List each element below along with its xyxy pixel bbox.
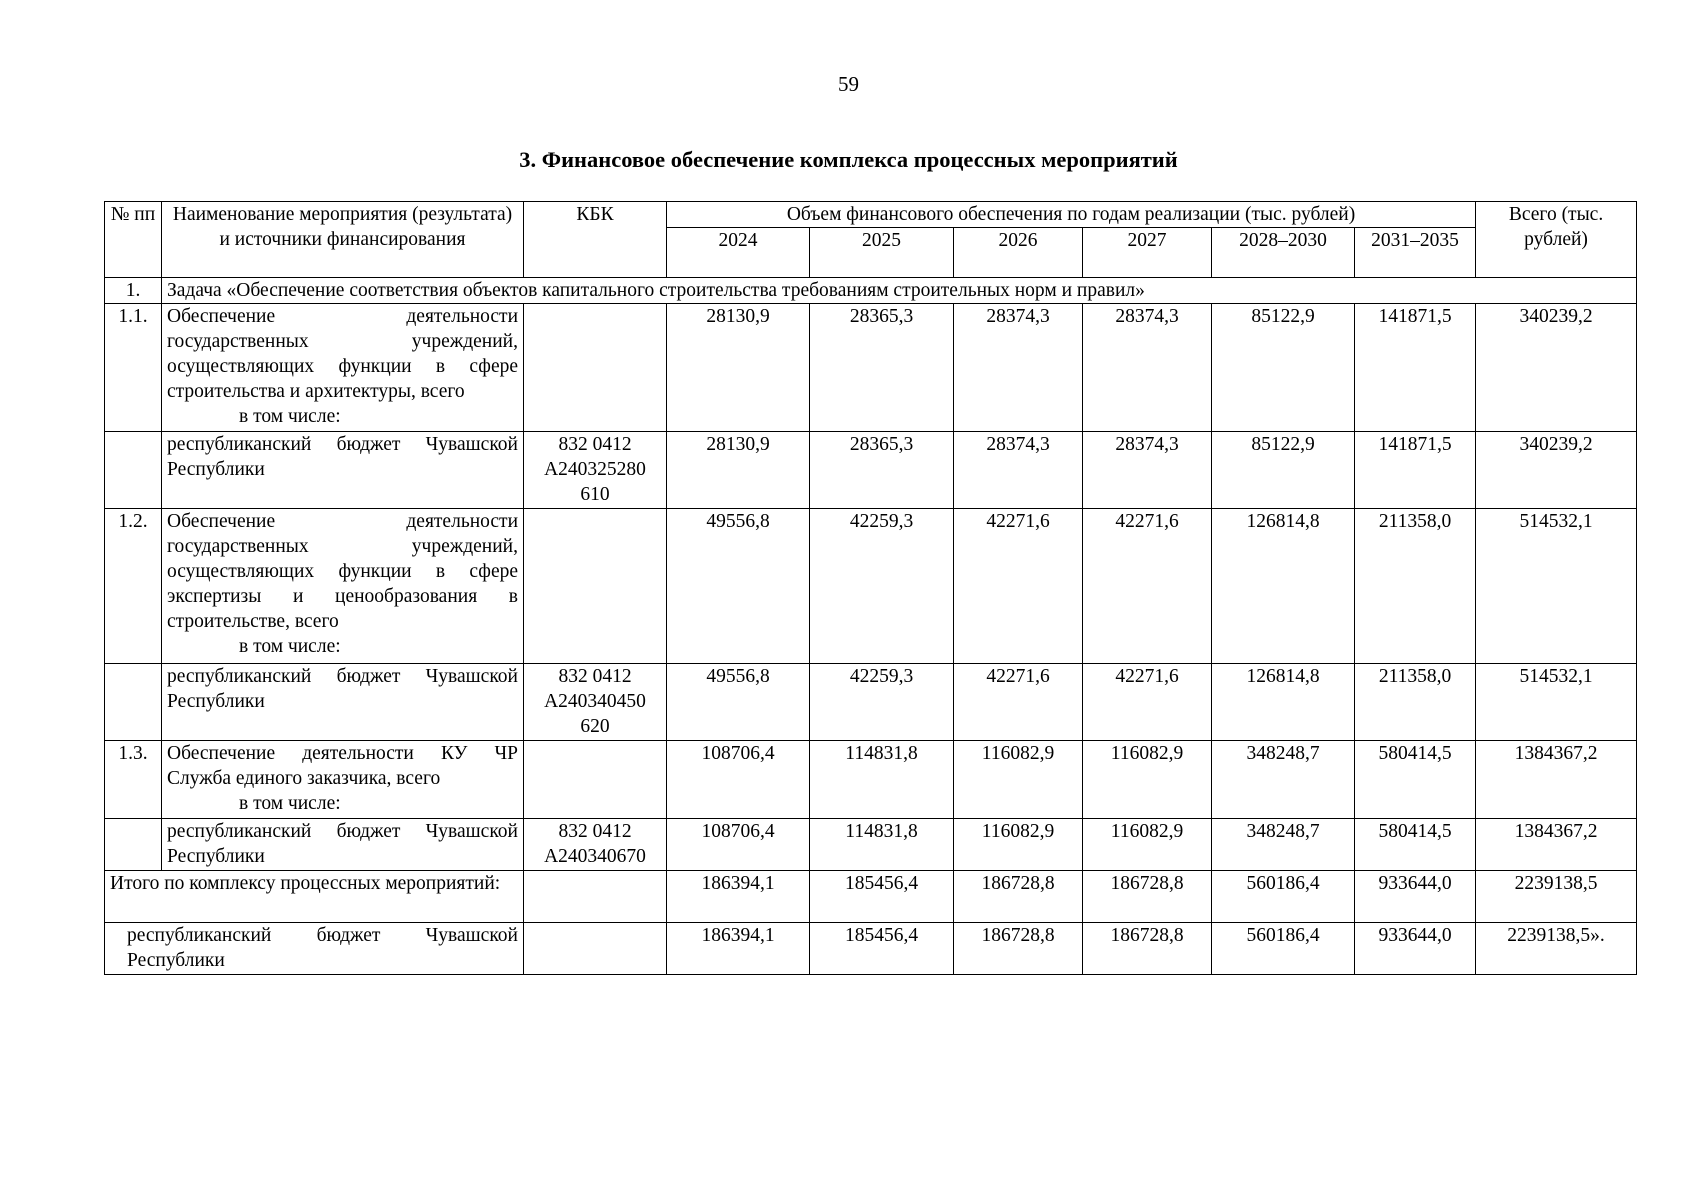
value-cell: 141871,5 <box>1355 304 1476 432</box>
item-subtitle: в том числе: <box>239 793 341 814</box>
grand-total-kbk <box>524 871 667 923</box>
task-number: 1. <box>105 278 162 304</box>
item-number: 1.2. <box>105 509 162 664</box>
value-cell: 186728,8 <box>1083 923 1212 975</box>
table-row <box>105 509 1637 664</box>
value-cell: 28365,3 <box>810 304 954 432</box>
total-cell: 2239138,5». <box>1476 923 1637 975</box>
value-cell: 116082,9 <box>1083 819 1212 871</box>
item-subtitle: в том числе: <box>239 636 341 657</box>
source-name: республиканский бюджет Чувашской Республики <box>162 664 524 741</box>
value-cell: 42271,6 <box>1083 664 1212 741</box>
value-cell: 28374,3 <box>1083 432 1212 509</box>
value-cell: 186728,8 <box>954 923 1083 975</box>
source-kbk: 832 0412 А240340450 620 <box>524 664 667 741</box>
total-cell: 2239138,5 <box>1476 871 1637 923</box>
value-cell: 186728,8 <box>954 871 1083 923</box>
value-cell: 28374,3 <box>954 304 1083 432</box>
value-cell: 85122,9 <box>1212 304 1355 432</box>
header-year: 2028–2030 <box>1212 228 1355 278</box>
value-cell: 28130,9 <box>667 432 810 509</box>
item-number <box>105 664 162 741</box>
table-row <box>105 432 1637 509</box>
value-cell: 933644,0 <box>1355 923 1476 975</box>
financing-table <box>104 201 1637 975</box>
grand-total-label: Итого по комплексу процессных мероприятий: <box>105 871 524 923</box>
value-cell: 85122,9 <box>1212 432 1355 509</box>
value-cell: 42271,6 <box>954 664 1083 741</box>
header-year: 2025 <box>810 228 954 278</box>
value-cell: 186394,1 <box>667 923 810 975</box>
task-text: Задача «Обеспечение соответствия объектов капитального строительства требованиям строительных норм и правил» <box>162 278 1637 304</box>
value-cell: 114831,8 <box>810 741 954 819</box>
table-row <box>105 304 1637 432</box>
task-row <box>105 278 1637 304</box>
value-cell: 211358,0 <box>1355 664 1476 741</box>
value-cell: 42271,6 <box>1083 509 1212 664</box>
value-cell: 116082,9 <box>954 819 1083 871</box>
header-name: Наименование мероприятия (результата) и источники финансирования <box>162 202 524 278</box>
item-number: 1.1. <box>105 304 162 432</box>
value-cell: 933644,0 <box>1355 871 1476 923</box>
item-subtitle: в том числе: <box>239 406 341 427</box>
item-name-text: Обеспечение деятельности государственных учреждений, осуществляющих функции в сфере строительства и архитектуры, всего <box>167 306 518 402</box>
value-cell: 42259,3 <box>810 664 954 741</box>
value-cell: 185456,4 <box>810 923 954 975</box>
header-total: Всего (тыс. рублей) <box>1476 202 1637 278</box>
value-cell: 141871,5 <box>1355 432 1476 509</box>
value-cell: 580414,5 <box>1355 741 1476 819</box>
item-kbk <box>524 741 667 819</box>
value-cell: 108706,4 <box>667 741 810 819</box>
value-cell: 186394,1 <box>667 871 810 923</box>
item-name <box>162 304 524 432</box>
value-cell: 126814,8 <box>1212 664 1355 741</box>
value-cell: 108706,4 <box>667 819 810 871</box>
header-year: 2024 <box>667 228 810 278</box>
value-cell: 42271,6 <box>954 509 1083 664</box>
total-cell: 514532,1 <box>1476 509 1637 664</box>
page-title: 3. Финансовое обеспечение комплекса процессных мероприятий <box>519 147 1178 172</box>
value-cell: 348248,7 <box>1212 741 1355 819</box>
value-cell: 114831,8 <box>810 819 954 871</box>
total-cell: 514532,1 <box>1476 664 1637 741</box>
value-cell: 560186,4 <box>1212 871 1355 923</box>
value-cell: 580414,5 <box>1355 819 1476 871</box>
value-cell: 186728,8 <box>1083 871 1212 923</box>
value-cell: 560186,4 <box>1212 923 1355 975</box>
item-number <box>105 819 162 871</box>
value-cell: 28365,3 <box>810 432 954 509</box>
page-number: 59 <box>838 72 859 96</box>
item-kbk <box>524 509 667 664</box>
value-cell: 348248,7 <box>1212 819 1355 871</box>
value-cell: 116082,9 <box>1083 741 1212 819</box>
item-name <box>162 741 524 819</box>
value-cell: 28374,3 <box>1083 304 1212 432</box>
header-year: 2027 <box>1083 228 1212 278</box>
grand-total-source-row <box>105 923 1637 975</box>
item-number <box>105 432 162 509</box>
header-number: № пп <box>105 202 162 278</box>
value-cell: 49556,8 <box>667 509 810 664</box>
header-kbk: КБК <box>524 202 667 278</box>
value-cell: 49556,8 <box>667 664 810 741</box>
item-name <box>162 509 524 664</box>
table-row <box>105 741 1637 819</box>
grand-total-source-label: республиканский бюджет Чувашской Республики <box>105 923 524 975</box>
value-cell: 126814,8 <box>1212 509 1355 664</box>
table-row <box>105 819 1637 871</box>
value-cell: 28374,3 <box>954 432 1083 509</box>
item-number: 1.3. <box>105 741 162 819</box>
total-cell: 1384367,2 <box>1476 819 1637 871</box>
value-cell: 42259,3 <box>810 509 954 664</box>
grand-total-row <box>105 871 1637 923</box>
total-cell: 1384367,2 <box>1476 741 1637 819</box>
table-row <box>105 664 1637 741</box>
header-volume: Объем финансового обеспечения по годам реализации (тыс. рублей) <box>667 202 1476 228</box>
item-name-text: Обеспечение деятельности государственных учреждений, осуществляющих функции в сфере экспертизы и ценообразования в строительстве, всего <box>167 511 518 632</box>
header-year: 2026 <box>954 228 1083 278</box>
value-cell: 116082,9 <box>954 741 1083 819</box>
value-cell: 28130,9 <box>667 304 810 432</box>
source-name: республиканский бюджет Чувашской Республики <box>162 432 524 509</box>
total-cell: 340239,2 <box>1476 432 1637 509</box>
value-cell: 185456,4 <box>810 871 954 923</box>
header-year: 2031–2035 <box>1355 228 1476 278</box>
total-cell: 340239,2 <box>1476 304 1637 432</box>
source-name: республиканский бюджет Чувашской Республики <box>162 819 524 871</box>
source-kbk: 832 0412 А240340670 <box>524 819 667 871</box>
value-cell: 211358,0 <box>1355 509 1476 664</box>
item-kbk <box>524 304 667 432</box>
item-name-text: Обеспечение деятельности КУ ЧР Служба единого заказчика, всего <box>167 743 518 789</box>
source-kbk: 832 0412 А240325280 610 <box>524 432 667 509</box>
grand-total-source-kbk <box>524 923 667 975</box>
